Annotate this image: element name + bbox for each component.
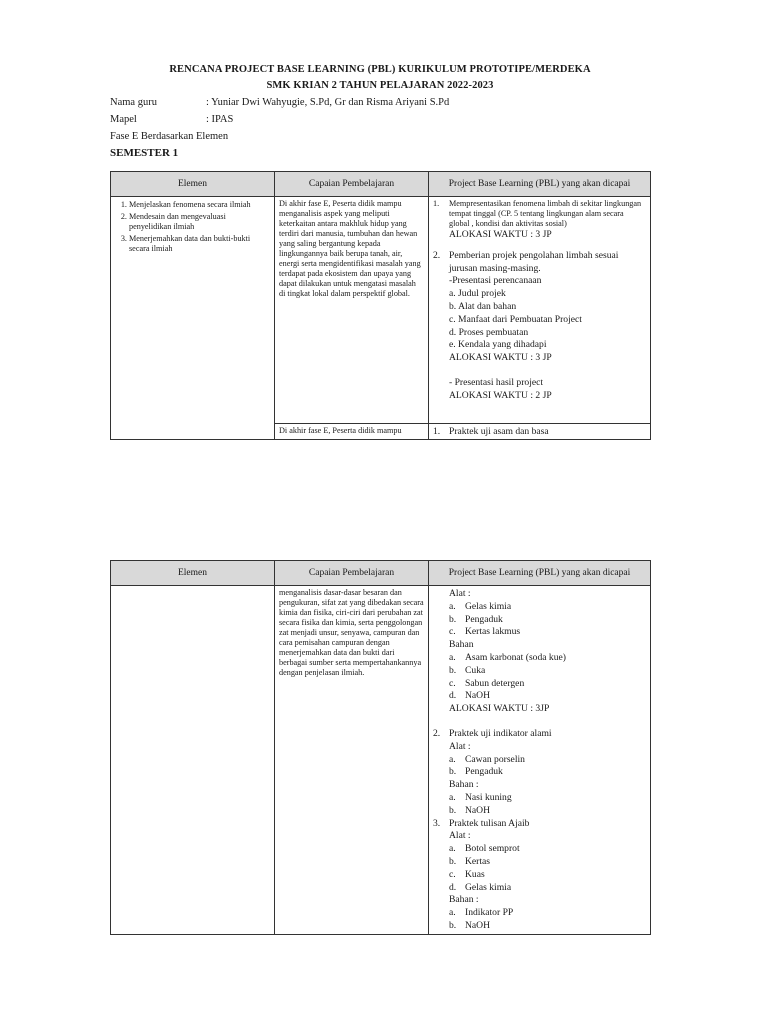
pbl-cell <box>429 197 651 424</box>
bahan-label: Bahan : <box>449 779 479 791</box>
list-item: d. Gelas kimia <box>449 881 512 893</box>
item-number: 2. <box>433 727 441 739</box>
list-item: 3. Menerjemahkan data dan bukti-bukti secara ilmiah <box>129 234 270 254</box>
header-capaian: Capaian Pembelajaran <box>275 561 429 586</box>
alokasi-waktu: ALOKASI WAKTU : 3JP <box>449 703 550 715</box>
semester-heading: SEMESTER 1 <box>110 147 179 159</box>
pbl-table-2 <box>110 560 651 935</box>
list-item: c. Kertas lakmus <box>449 626 521 638</box>
list-item: c. Kuas <box>449 868 485 880</box>
pbl-item-text: Praktek uji asam dan basa <box>449 426 549 437</box>
list-item: a. Botol semprot <box>449 843 520 855</box>
list-item: c. Sabun detergen <box>449 677 525 689</box>
bahan-label: Bahan : <box>449 894 479 906</box>
table-row <box>111 197 651 424</box>
capaian-cell: menganalisis dasar-dasar besaran dan pengukuran, sifat zat yang dibedakan secara kimia dan fisika, ciri-ciri dari perubahan zat secara fisika dan kimia, serta penggolongan zat menjadi unsur, senyawa, campuran dan cara pemisahan campuran dengan menerjemahkan data dan bukti dari berbagai sumber serta mempertahankannya dengan penjelasan ilmiah. <box>275 586 429 935</box>
list-item: b. Alat dan bahan <box>449 300 517 312</box>
list-item: a. Judul projek <box>449 288 506 300</box>
list-item: e. Kendala yang dihadapi <box>449 339 547 351</box>
table-header-row <box>111 561 651 586</box>
pbl-table-1 <box>110 171 651 440</box>
header-pbl: Project Base Learning (PBL) yang akan dicapai <box>429 561 651 586</box>
list-item: d. NaOH <box>449 690 491 702</box>
list-item: 1. Menjelaskan fenomena secara ilmiah <box>129 200 270 210</box>
list-item: b. NaOH <box>449 919 491 931</box>
mapel-label: Mapel <box>110 114 137 125</box>
presentasi-hasil: - Presentasi hasil project <box>449 376 544 388</box>
bahan-label: Bahan <box>449 639 474 651</box>
list-item: a. Asam karbonat (soda kue) <box>449 651 566 663</box>
header-pbl: Project Base Learning (PBL) yang akan dicapai <box>429 172 651 197</box>
nama-guru-row <box>110 97 449 108</box>
pbl-item-text: Praktek tulisan Ajaib <box>449 817 530 829</box>
pbl-item-text: Praktek uji indikator alami <box>449 727 552 739</box>
list-item: d. Proses pembuatan <box>449 326 529 338</box>
alokasi-waktu: ALOKASI WAKTU : 2 JP <box>449 389 552 401</box>
list-item: c. Manfaat dari Pembuatan Project <box>449 313 582 325</box>
pbl-cell <box>429 586 651 935</box>
capaian-cell: Di akhir fase E, Peserta didik mampu <box>275 424 429 440</box>
pbl-item-text: Pemberian projek pengolahan limbah sesuai jurusan masing-masing. <box>449 249 619 274</box>
elemen-list <box>111 200 270 254</box>
list-item: a. Nasi kuning <box>449 791 512 803</box>
header-capaian: Capaian Pembelajaran <box>275 172 429 197</box>
list-item: b. Pengaduk <box>449 766 503 778</box>
list-item: 2. Mendesain dan mengevaluasi penyelidikan ilmiah <box>129 212 270 232</box>
document-subtitle: SMK KRIAN 2 TAHUN PELAJARAN 2022-2023 <box>266 80 494 91</box>
alat-label: Alat : <box>449 740 471 752</box>
pbl-cell <box>429 424 651 440</box>
alokasi-waktu: ALOKASI WAKTU : 3 JP <box>449 352 552 364</box>
document-title: RENCANA PROJECT BASE LEARNING (PBL) KURIKULUM PROTOTIPE/MERDEKA <box>169 64 591 75</box>
list-item: b. NaOH <box>449 804 491 816</box>
table-header-row <box>111 172 651 197</box>
list-item: a. Gelas kimia <box>449 600 512 612</box>
pbl-item-text: Mempresentasikan fenomena limbah di sekitar lingkungan tempat tinggal (CP. 5 tentang lingkungan alam secara global , kondisi dan aktivitas sosial) <box>449 199 642 228</box>
nama-guru-value: : Yuniar Dwi Wahyugie, S.Pd, Gr dan Risma Ariyani S.Pd <box>206 97 450 108</box>
table-row <box>111 586 651 935</box>
list-item: b. Pengaduk <box>449 613 503 625</box>
capaian-cell: Di akhir fase E, Peserta didik mampu menganalisis aspek yang meliputi keterkaitan antara makhluk hidup yang terdiri dari manusia, tumbuhan dan hewan yang saling bergantung kepada lingkungannya baik berupa tanah, air, energi serta mengidentifikasi masalah yang terdapat pada ekosistem dan upaya yang dapat dilakukan untuk mengatasi masalah di tingkat lokal dalam perspektif global. <box>275 197 429 424</box>
elemen-cell <box>111 197 275 440</box>
item-number: 2. <box>433 249 441 261</box>
mapel-value: : IPAS <box>206 114 234 125</box>
alat-label: Alat : <box>449 588 471 599</box>
fase-text: Fase E Berdasarkan Elemen <box>110 131 229 142</box>
list-item: a. Cawan porselin <box>449 753 525 765</box>
mapel-row <box>110 114 233 125</box>
alokasi-waktu: ALOKASI WAKTU : 3 JP <box>449 229 552 240</box>
item-number: 1. <box>433 426 441 437</box>
list-item: a. Indikator PP <box>449 907 514 919</box>
item-number: 3. <box>433 817 441 829</box>
presentasi-perencanaan: -Presentasi perencanaan <box>449 275 542 287</box>
list-item: b. Cuka <box>449 664 486 676</box>
nama-guru-label: Nama guru <box>110 97 157 108</box>
elemen-cell <box>111 586 275 935</box>
alat-label: Alat : <box>449 830 471 842</box>
header-elemen: Elemen <box>111 172 275 197</box>
item-number: 1. <box>433 199 440 208</box>
header-elemen: Elemen <box>111 561 275 586</box>
list-item: b. Kertas <box>449 855 491 867</box>
